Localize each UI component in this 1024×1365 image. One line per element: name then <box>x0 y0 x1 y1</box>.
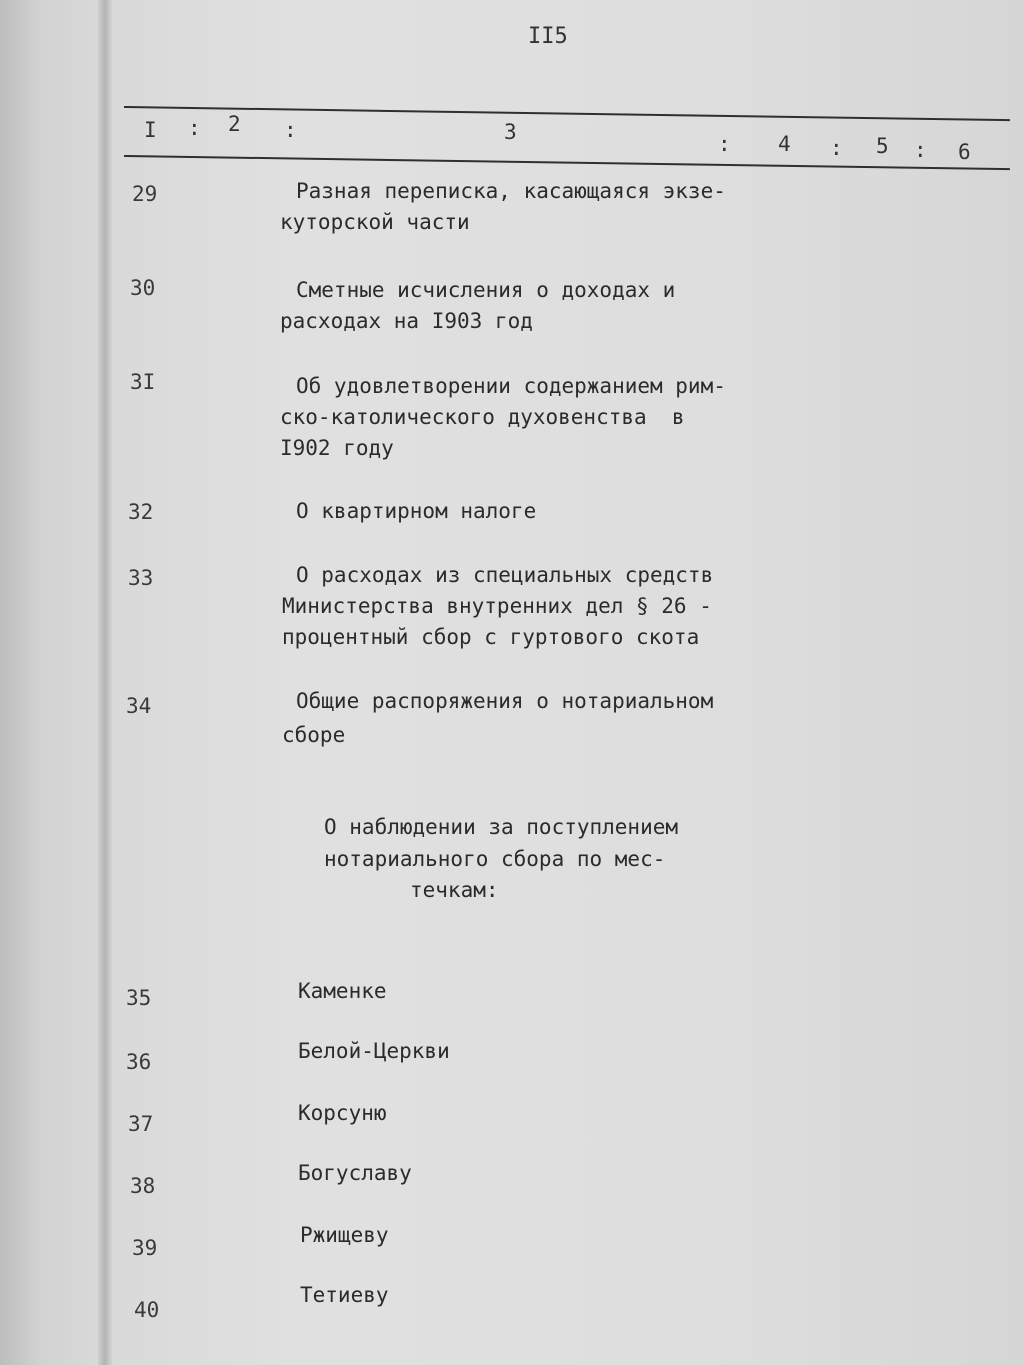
entry-number: 39 <box>132 1236 158 1260</box>
entry-number: 29 <box>132 182 158 206</box>
entry-number: 30 <box>130 276 156 300</box>
entry-line: ско-католического духовенства в <box>280 405 685 429</box>
entry-number: 3I <box>130 370 156 394</box>
entry-line: расходах на I903 год <box>280 309 533 333</box>
entry-number: 36 <box>126 1050 152 1074</box>
header-col-1: I <box>144 118 157 142</box>
entry-number: 34 <box>126 694 152 718</box>
header-col-4: 4 <box>778 132 791 156</box>
header-separator: : <box>830 136 843 160</box>
entry-line: сборе <box>282 723 346 747</box>
entry-line: Об удовлетворении содержанием рим- <box>296 374 726 398</box>
entry-line: куторской части <box>280 210 470 234</box>
entry-number: 40 <box>134 1298 160 1322</box>
town-name: Корсуню <box>298 1101 387 1125</box>
entry-number: 32 <box>128 500 154 524</box>
town-name: Тетиеву <box>300 1283 389 1307</box>
header-col-3: 3 <box>504 120 517 144</box>
entry-line: О расходах из специальных средств <box>296 563 714 587</box>
entry-line: Сметные исчисления о доходах и <box>296 278 676 302</box>
town-name: Богуславу <box>298 1161 412 1185</box>
subheading-line: О наблюдении за поступлением <box>324 815 679 839</box>
entry-number: 35 <box>126 986 152 1010</box>
header-col-5: 5 <box>876 134 889 158</box>
entry-line: процентный сбор с гуртового скота <box>282 625 700 649</box>
header-separator: : <box>914 138 927 162</box>
header-separator: : <box>188 116 201 140</box>
town-name: Ржищеву <box>300 1223 389 1247</box>
header-separator: : <box>284 118 297 142</box>
entry-line: Разная переписка, касающаяся экзе- <box>296 179 726 203</box>
subheading-line: нотариального сбора по мес- <box>324 847 666 871</box>
header-col-6: 6 <box>958 140 971 164</box>
entry-line: Общие распоряжения о нотариальном <box>296 689 714 713</box>
entry-number: 33 <box>128 566 154 590</box>
entry-number: 38 <box>130 1174 156 1198</box>
town-name: Каменке <box>298 979 387 1003</box>
header-top-rule <box>124 106 1010 121</box>
entry-line: О квартирном налоге <box>296 499 537 523</box>
header-separator: : <box>718 132 731 156</box>
page-binding-edge <box>98 0 112 1365</box>
entry-number: 37 <box>128 1112 154 1136</box>
town-name: Белой-Церкви <box>298 1039 450 1063</box>
subheading-line: течкам: <box>410 878 499 902</box>
entry-line: I902 году <box>280 436 394 460</box>
header-col-2: 2 <box>228 112 241 136</box>
entry-line: Министерства внутренних дел § 26 - <box>282 594 712 618</box>
page-number: II5 <box>528 24 568 49</box>
